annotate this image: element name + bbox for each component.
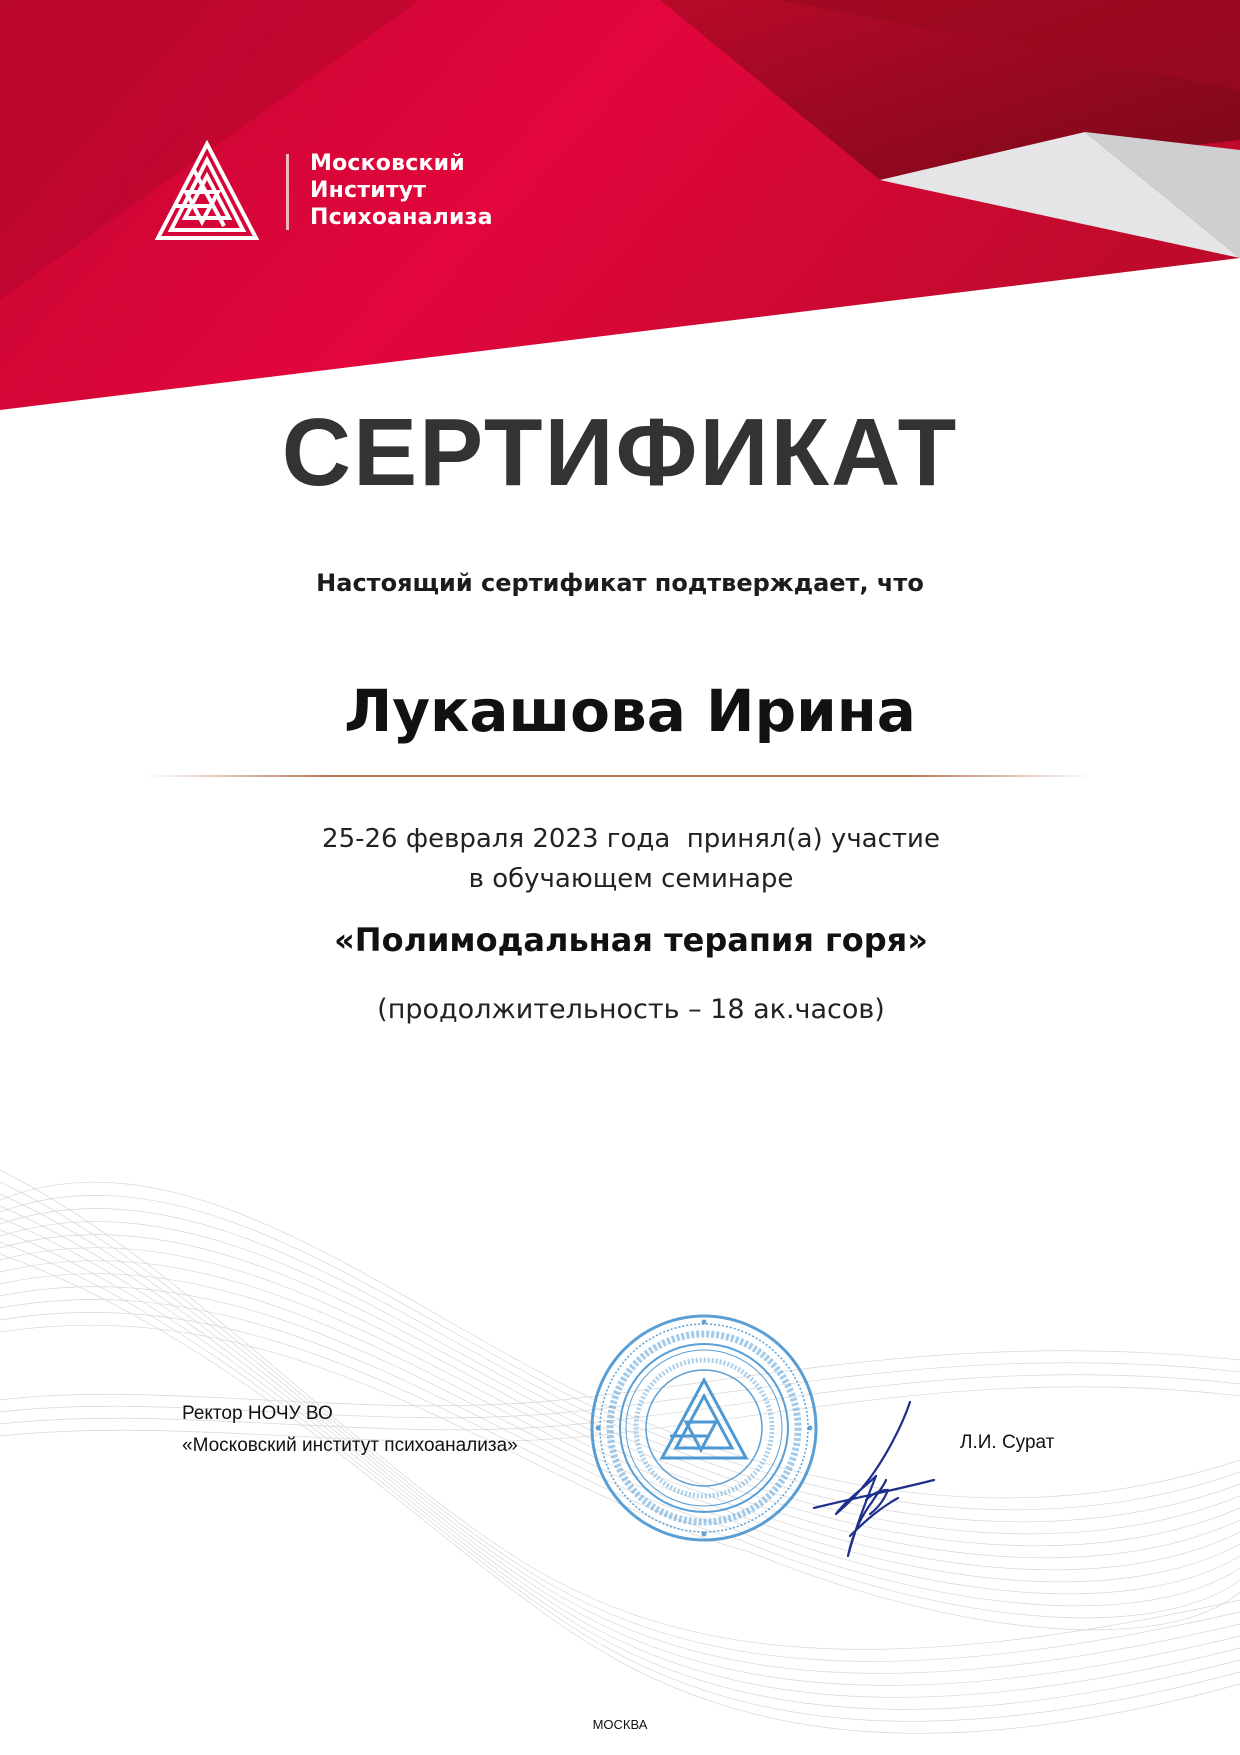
participation-dates: 25-26 февраля 2023 года принял(а) участие: [322, 824, 940, 854]
triangle-knot-logo-icon: [154, 140, 260, 242]
rector-title: [182, 1398, 518, 1462]
seminar-text: в обучающем семинаре: [468, 864, 794, 894]
institute-logo: [154, 138, 544, 246]
rector-line-2: «Московский институт психоанализа»: [182, 1435, 518, 1456]
city-label: МОСКВА: [592, 1717, 648, 1732]
official-seal-stamp: [586, 1310, 822, 1546]
course-title: «Полимодальная терапия горя»: [334, 921, 928, 959]
recipient-name: Лукашова Ирина: [344, 677, 916, 745]
logo-divider: [286, 154, 289, 230]
course-duration: (продолжительность – 18 ак.часов): [377, 994, 885, 1025]
signer-name: Л.И. Сурат: [960, 1432, 1055, 1453]
name-underline: [146, 775, 1092, 777]
rector-line-1: Ректор НОЧУ ВО: [182, 1403, 333, 1424]
confirmation-text: Настоящий сертификат подтверждает, что: [316, 569, 924, 597]
logo-line-3: Психоанализа: [310, 205, 493, 230]
logo-line-2: Институт: [310, 178, 427, 203]
logo-line-1: Московский: [310, 151, 465, 176]
institute-name: [310, 150, 493, 231]
certificate-title: СЕРТИФИКАТ: [281, 399, 959, 506]
handwritten-signature: [806, 1396, 942, 1564]
